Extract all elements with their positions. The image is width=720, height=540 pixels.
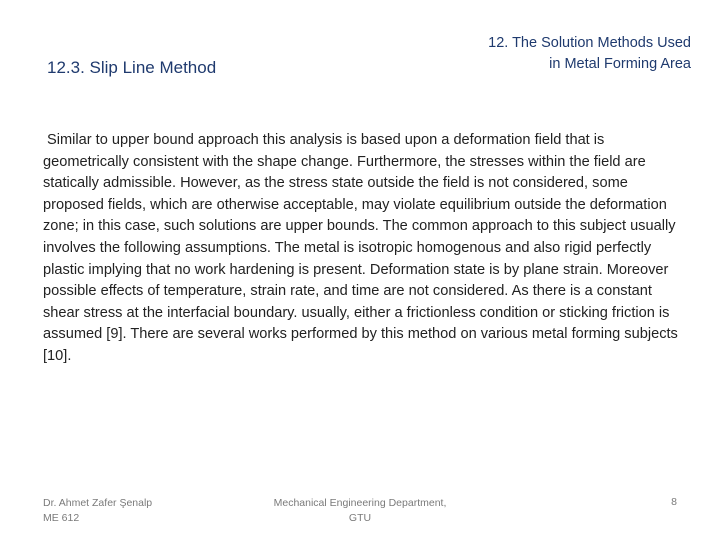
- footer-author-block: [43, 496, 152, 526]
- footer-department-block: [260, 496, 460, 526]
- footer-author: Dr. Ahmet Zafer Şenalp: [43, 497, 153, 509]
- footer-department: Mechanical Engineering Department,: [273, 497, 447, 509]
- header-title: [488, 33, 691, 75]
- header-title-line1: 12. The Solution Methods Used: [488, 35, 691, 51]
- body-paragraph: Similar to upper bound approach this analysis is based upon a deformation field that is geometrically consistent with the shape change. Furthermore, the stresses within the field are statically admissible. However, as the stress state outside the field is not considered, some proposed fields, which are otherwise acceptable, may violate equilibrium outside the deformation zone; in this case, such solutions are upper bounds. The common approach to this subject usually involves the following assumptions. The metal is isotropic homogenous and also rigid perfectly plastic implying that no work hardening is present. Deformation state is by plane strain. Moreover possible effects of temperature, strain rate, and time are not considered. As there is a constant shear stress at the interfacial boundary. usually, either a frictionless condition or sticking friction is assumed [9]. There are several works performed by this method on various metal forming subjects [10].: [43, 132, 678, 364]
- page-number: 8: [671, 496, 677, 508]
- section-title: 12.3. Slip Line Method: [47, 58, 217, 77]
- footer-institution: GTU: [348, 512, 372, 524]
- header-title-line2: in Metal Forming Area: [549, 56, 691, 72]
- footer-course: ME 612: [43, 512, 80, 524]
